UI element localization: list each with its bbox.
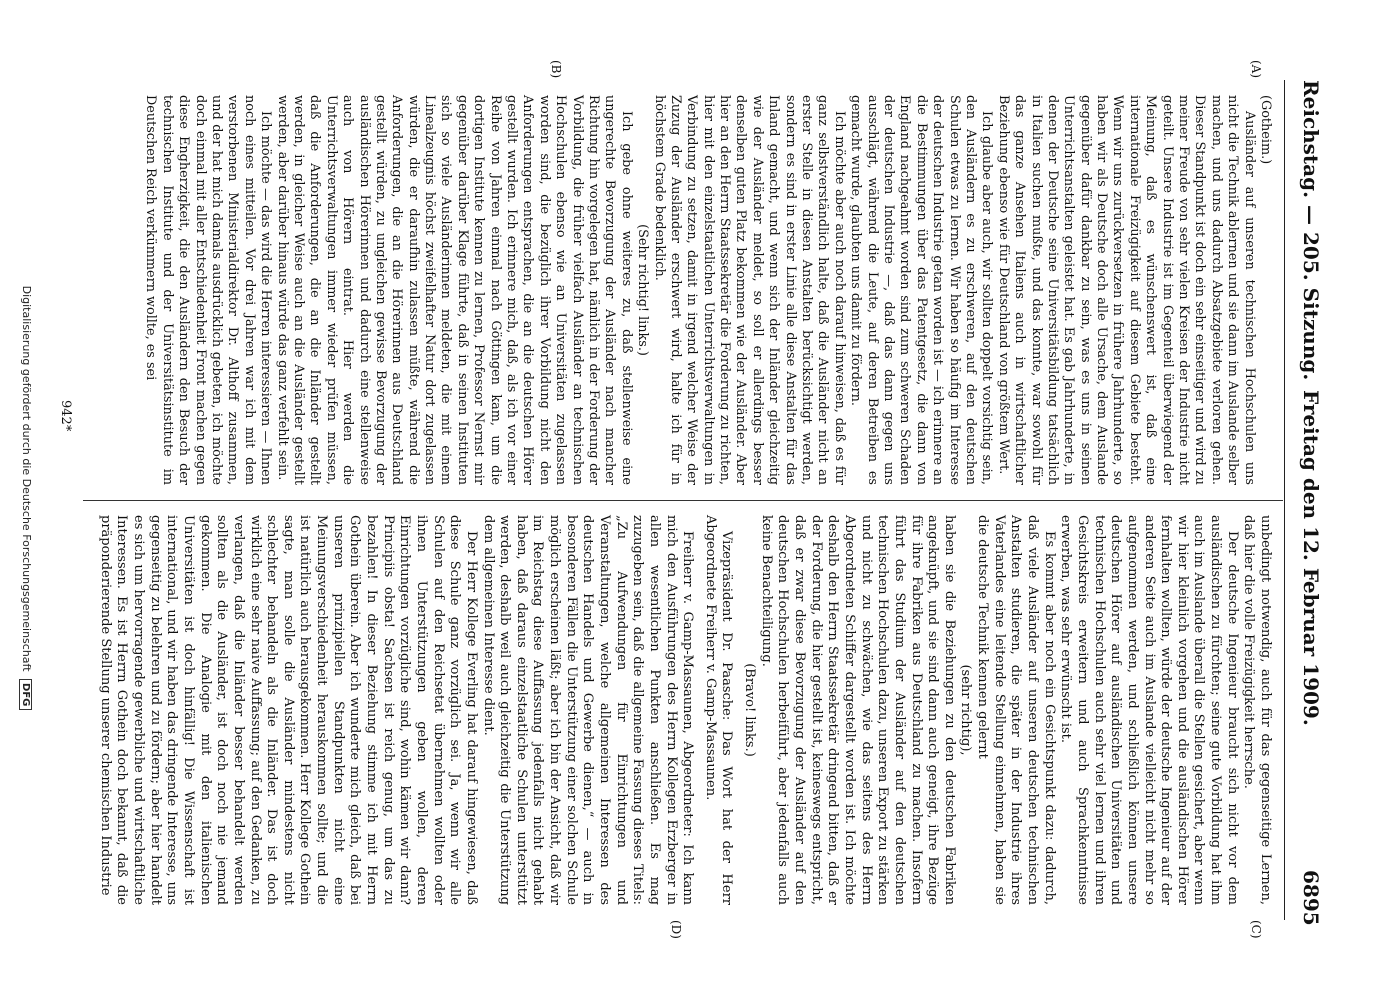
margin-mark-c: (C) <box>1249 920 1263 939</box>
header-left: Reichstag. — 205. Sitzung. <box>1299 80 1323 381</box>
right-column <box>96 515 1273 905</box>
margin-mark-b: (B) <box>549 60 563 79</box>
paragraph: haben sie die Beziehungen zu den deutschen Fabriken angeknüpft, und sie sind dann auch geneigt, ihre Bezüge für ihre Fabriken aus Deutschland zu machen. Insofern führt das Studium der Ausländer auf den deutschen technischen Hochschulen dazu, unseren Export zu stärken und nicht zu schwächen, wie das seitens des Herrn Abgeordneten Schiffer dargestellt worden ist. Ich möchte deshalb den Herrn Staatssekretär dringend bitten, daß er der Forderung, die hier gestellt ist, keineswegs entspricht, daß er zwar diese Bevorzugung der Ausländer auf den deutschen Hochschulen herbeiführt, aber jedenfalls auch keine Benachteiligung. <box>758 515 957 905</box>
interjection: (sehr richtig), <box>958 664 974 756</box>
paragraph: Freiherr v. Gamp-Massaunen, Abgeordneter: Ich kann mich den Ausführungen des Herrn Kollegen Erzberger in allen wesentlichen Punkten anschließen. Es mag zuzugeben sein, daß die allgemeine Fassung dieses Titels: „Zu Aufwendungen für Einrichtungen und Veranstaltungen, welche allgemeinen Interessen des deutschen Handels und Gewerbe dienen,“ — auch in besonderen Fällen die Unterstützung einer solchen Schule möglich erscheinen läßt; aber ich bin der Ansicht, daß wir im Reichstag diese Auffassung jedenfalls nicht gehabt haben, daß daraus einzelstaatliche Schulen unterstützt werden, deshalb weil auch gleichzeitig die Unterstützung dem allgemeinen Interesse dient. <box>480 515 696 905</box>
footer-text: Digitalisierung gefördert durch die Deutsche Forschungsgemeinschaft <box>20 285 33 672</box>
paragraph: Ich glaube aber auch, wir sollten doppelt vorsichtig sein, den Ausländern es zu erschweren, auf den deutschen Schulen etwas zu lernen. Wir haben so häufig im Interesse der deutschen Industrie getan worden ist — ich erinnere an die Bestimmungen über das Patentgesetz, die dann von England nachgeahmt worden sind zum schweren Schaden der deutschen Industrie —, daß das dann gegen uns ausschlägt, während die Leute, auf deren Betreiben es gemacht wurde, glaubten uns damit zu fördern. <box>848 95 995 485</box>
left-column <box>142 95 1273 485</box>
paragraph: Es kommt aber noch ein Gesichtspunkt dazu: dadurch, daß viele Ausländer auf unseren deutschen technischen Anstalten studieren, die später in der Industrie ihres Vaterlandes eine leitende Stellung einnehmen, haben sie die deutsche Technik kennen gelernt <box>975 515 1057 905</box>
speaker-reference: (Gotheim.) <box>1258 95 1273 165</box>
header-rule <box>1284 80 1285 920</box>
margin-mark-d: (D) <box>669 920 683 939</box>
column-divider <box>83 500 1283 501</box>
interjection: (Bravo! links.) <box>742 663 758 757</box>
paragraph: Ich gebe ohne weiteres zu, daß stellenweise eine ungerechte Bevorzugung der Ausländer nach mancher Richtung hin vorgelegen hat, nämlich in der Forderung der Vorbildung, die früher vielfach Ausländer an technischen Hochschulen ebenso wie an Universitäten zugelassen worden sind, die bezüglich ihrer Vorbildung nicht den Anforderungen entsprachen, die an die deutschen Hörer gestellt wurden. Ich erinnere mich, daß, als ich vor einer Reihe von Jahren einmal nach Göttingen kam, um die dortigen Institute kennen zu lernen, Professor Nernst mir gegenüber darüber Klage führte, daß in seinen Instituten sich so viele Ausländerinnen meldeten, die mit einem Linealzeugnis höchst zweifelhafter Natur dort zugelassen würden, die er daraufhin zulassen müßte, während die Anforderungen, die an die Hörerinnen aus Deutschland gestellt würden, zu ungleichen gewisse Bevorzugung der ausländischen Hörerinnen und dadurch eine stellenweise auch von Hörern eintrat. Hier werden die Unterrichtsverwaltungen immer wieder prüfen müssen, daß die Anforderungen, die an die Inländer gestellt werden, in gleicher Weise auch an die Ausländer gestellt werden, aber darüber hinaus würde das ganz verfehlt sein. <box>274 95 634 485</box>
dfg-logo: DFG <box>19 679 32 710</box>
paragraph: Ausländer auf unseren technischen Hochschulen uns nicht die Technik ablernen und sie dann im Auslande selber machen, und uns dadurch Absatzgebiete verloren gehen. Dieser Standpunkt ist doch ein sehr einseitiger und wird zu meiner Freude von sehr vielen Kreisen der Industrie nicht geteilt. Unsere Industrie ist im Gegenteil überwiegend der Meinung, daß es wünschenswert ist, daß eine internationale Freizügigkeit auf diesem Gebiete besteht. Wenn wir uns zurückversetzen in frühere Jahrhunderte, so haben wir als Deutsche doch alle Ursache, dem Auslande gegenüber dafür dankbar zu sein, was es uns in seinen Unterrichtsanstalten geleistet hat. Es gab Jahrhunderte, in denen der Deutsche seine Universitätsbildung tatsächlich in Italien suchen mußte, und das konnte, war sowohl für das ganze Ansehen Italiens auch in wirtschaftlicher Beziehung ebenso wie für Deutschland von größtem Wert. <box>995 95 1257 485</box>
paragraph: Ich möchte aber auch noch darauf hinweisen, daß es für ganz selbstverständlich halte, daß die Ausländer nicht an erster Stelle in diesen Anstalten berücksichtigt werden, sondern es sind in erster Linie alle diese Anstalten für das Inland gemacht, und wenn sich der Inländer gleichzeitig wie der Ausländer meldet, so soll er allerdings besser denselben guten Platz bekommen wie der Ausländer. Aber hier an den Herrn Staatssekretär die Forderung zu richten, hier mit den einzelstaatlichen Unterrichtsverwaltungen in Verbindung zu setzen, damit in irgend welcher Weise der Zuzug der Ausländer erschwert wird, halte ich für in höchstem Grade bedenklich. <box>651 95 847 485</box>
footer <box>20 8 33 988</box>
margin-mark-a: (A) <box>1249 60 1263 79</box>
paragraph: Der deutsche Ingenieur braucht sich nicht vor dem ausländischen zu fürchten; seine gute Vorbildung hat ihm auch im Auslande überall die Stellen gesichert, aber wenn wir hier kleinlich vorgehen und die ausländischen Hörer fernhalten wollten, würde der deutsche Ingenieur auf der anderen Seite auch im Auslande vielleicht nicht mehr so aufgenommen werden, und schließlich können unsere deutschen Hörer auf ausländischen Universitäten und technischen Hochschulen auch sehr viel lernen und ihren Gesichtskreis erweitern und auch Sprachkenntnisse erwerben, was sehr erwünscht ist. <box>1058 515 1240 905</box>
signature-mark: 942* <box>58 400 73 432</box>
president-line: Vizepräsident Dr. Paasche: Das Wort hat der Herr Abgeordnete Freiherr v. Gamp-Massaunen. <box>702 515 735 905</box>
header-page-number: 6895 <box>1299 870 1323 926</box>
paragraph: unbedingt notwendig, auch für das gegenseitige Lernen, daß hier die volle Freizügigkeit herrsche. <box>1241 515 1273 905</box>
paragraph: Der Herr Kollege Everling hat darauf hingewiesen, daß diese Schule ganz vorzüglich sei. Ja, wenn wir alle Schulen auf den Reichsetat übernehmen wollten oder ihnen Unterstützungen geben wollen, deren Einrichtungen vorzügliche sind, wohin kämen wir dann? Principiis obsta! Sachsen ist reich genug, um das zu bezahlen! In dieser Beziehung stimme ich mit Herrn Gothein überein. Aber ich wunderte mich gleich, daß bei unseren prinzipiellen Standpunkten nicht eine Meinungsverschiedenheit herauskommen sollte; und die ist natürlich auch herausgekommen. Herr Kollege Gothein sagte, man solle die Ausländer mindestens nicht schlechter behandeln als die Inländer. Das ist doch wirklich eine sehr naive Auffassung; auf den Gedanken, zu verlangen, daß die Inländer besser behandelt werden sollten als die Ausländer, ist doch noch nie jemand gekommen. Die Analogie mit den italienischen Universitäten ist doch hinfällig! Die Wissenschaft ist international, und wir haben das dringende Interesse, uns gegenseitig zu belehren und zu fördern; aber hier handelt es sich um hervorragende gewerbliche und wirtschaftliche Interessen. Es ist Herrn Gothein doch bekannt, daß die präponderierende Stellung unserer chemischen Industrie <box>97 515 479 905</box>
paragraph: Ich möchte — das wird die Herren interessieren — Ihnen noch eines mitteilen. Vor drei Jahren war ich mit dem verstorbenen Ministerialdirektor Dr. Althoff zusammen, und der hat mich damals ausdrücklich gebeten, ich möchte doch einmal mit aller Entschiedenheit Front machen gegen diese Engherzigkeit, die den Ausländern den Besuch der technischen Institute und der Universitätsinstitute im Deutschen Reich verkümmern wollte, es sei <box>143 95 274 485</box>
interjection: (Sehr richtig! links.) <box>635 224 651 356</box>
header-center: Freitag den 12. Februar 1909. <box>1299 390 1323 726</box>
